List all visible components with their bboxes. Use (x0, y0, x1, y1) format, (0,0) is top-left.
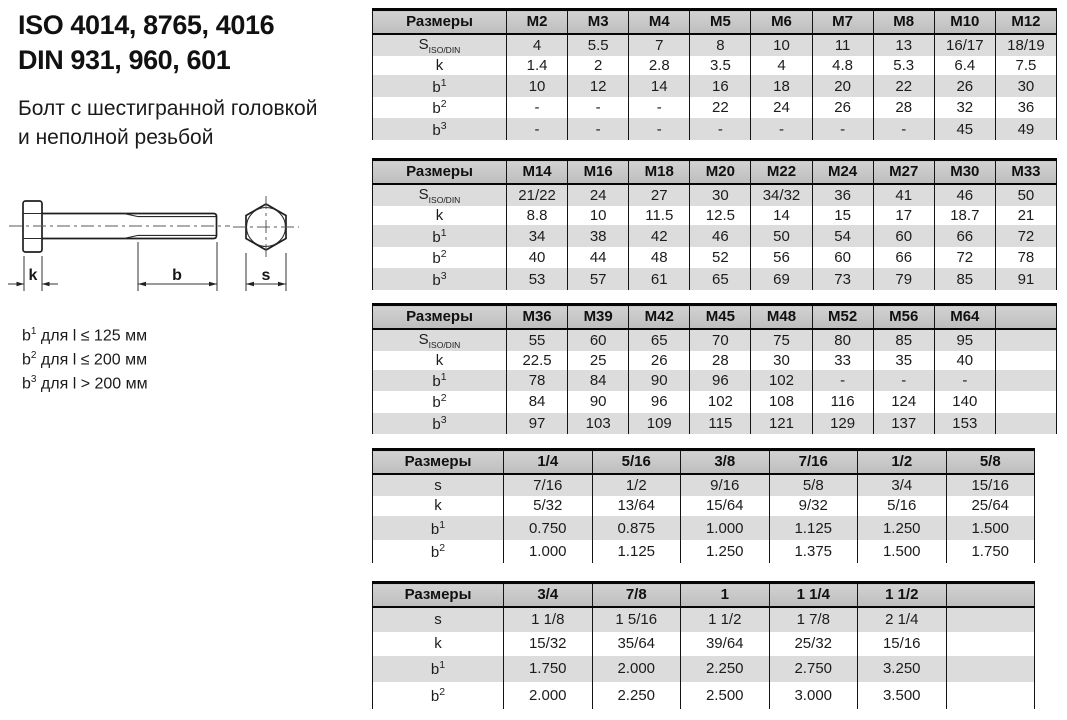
row-label: $S_{ISO/DIN}$ (373, 329, 507, 351)
table-cell: 42 (629, 225, 690, 247)
row-label: $b^2$ (373, 682, 504, 709)
subtitle-block (18, 94, 317, 152)
column-header: 1 (681, 583, 770, 607)
table-cell: 12.5 (690, 206, 751, 225)
table-cell (995, 370, 1056, 391)
table-cell: 18 (751, 75, 812, 97)
table-cell: 66 (873, 247, 934, 269)
table-cell: - (934, 370, 995, 391)
table-cell (995, 391, 1056, 412)
table-cell: 25 (568, 351, 629, 370)
dim-label-s: s (261, 267, 271, 284)
table-row (373, 118, 1057, 140)
table-cell: 69 (751, 268, 812, 290)
table-cell: 108 (751, 391, 812, 412)
table-cell: 28 (690, 351, 751, 370)
table-cell (995, 413, 1056, 434)
table-cell: 22.5 (507, 351, 568, 370)
table-cell: 96 (690, 370, 751, 391)
row-label: $b^2$ (373, 391, 507, 412)
row-label: s (373, 607, 504, 632)
table-cell: 61 (629, 268, 690, 290)
table-header-row (373, 305, 1057, 329)
table-cell: 8.8 (507, 206, 568, 225)
column-header: M20 (690, 160, 751, 184)
table-row (373, 184, 1057, 207)
title-block (18, 8, 274, 78)
table-cell: 35 (873, 351, 934, 370)
table-cell: 9/16 (681, 474, 770, 496)
table-cell: 3.500 (858, 682, 947, 709)
table-row (373, 225, 1057, 247)
table-cell: 30 (690, 184, 751, 207)
dimension-table-metric-3 (372, 303, 1057, 434)
table-cell (946, 632, 1035, 656)
column-header: M39 (568, 305, 629, 329)
table-cell: 21 (995, 206, 1056, 225)
table-cell: 3.250 (858, 656, 947, 683)
table-cell: 1 7/8 (769, 607, 858, 632)
table-cell: 102 (751, 370, 812, 391)
table-cell: 78 (995, 247, 1056, 269)
table-cell: 79 (873, 268, 934, 290)
column-header: Размеры (373, 160, 507, 184)
column-header: M24 (812, 160, 873, 184)
table-cell: 2.750 (769, 656, 858, 683)
table-cell: 0.875 (592, 516, 681, 539)
table-header-row (373, 10, 1057, 34)
table-cell: 20 (812, 75, 873, 97)
table-cell: 16 (690, 75, 751, 97)
table-cell: 2.000 (504, 682, 593, 709)
table-cell: 21/22 (507, 184, 568, 207)
table-row (373, 370, 1057, 391)
table-cell: 103 (568, 413, 629, 434)
table-row (373, 351, 1057, 370)
table-cell: 30 (751, 351, 812, 370)
table-cell: 7/16 (504, 474, 593, 496)
table-cell: 3/4 (858, 474, 947, 496)
table-cell: - (873, 118, 934, 140)
table-cell: 84 (507, 391, 568, 412)
column-header: M45 (690, 305, 751, 329)
table-cell: 124 (873, 391, 934, 412)
table-cell: 2.000 (592, 656, 681, 683)
table-cell: 1.125 (592, 540, 681, 563)
table-cell: 14 (751, 206, 812, 225)
column-header: M48 (751, 305, 812, 329)
table-cell: 8 (690, 34, 751, 57)
table-cell: 57 (568, 268, 629, 290)
table-cell: 95 (934, 329, 995, 351)
table-cell: 27 (629, 184, 690, 207)
row-label: $b^1$ (373, 516, 504, 539)
table-cell: 48 (629, 247, 690, 269)
row-label: $b^1$ (373, 225, 507, 247)
row-label: $b^2$ (373, 247, 507, 269)
column-header: M42 (629, 305, 690, 329)
column-header: 5/8 (946, 450, 1035, 474)
column-header: M4 (629, 10, 690, 34)
table-cell: 16/17 (934, 34, 995, 57)
column-header: M22 (751, 160, 812, 184)
table-cell: 26 (629, 351, 690, 370)
table-cell: 15/16 (858, 632, 947, 656)
row-label: $b^1$ (373, 656, 504, 683)
note-line: $b^2$ для l ≤ 200 мм (22, 349, 148, 369)
table-cell: 49 (995, 118, 1056, 140)
table-cell: - (751, 118, 812, 140)
table-row (373, 97, 1057, 119)
table-cell: - (690, 118, 751, 140)
table-cell: 90 (629, 370, 690, 391)
dimension-table-imperial-1 (372, 448, 1035, 563)
table-cell: 65 (629, 329, 690, 351)
table-cell: 80 (812, 329, 873, 351)
table-cell: 90 (568, 391, 629, 412)
table-cell: 2.250 (592, 682, 681, 709)
page-title-iso: ISO 4014, 8765, 4016 (18, 10, 275, 40)
table-cell: 24 (568, 184, 629, 207)
table-cell: 45 (934, 118, 995, 140)
column-header: 1 1/2 (858, 583, 947, 607)
table-cell: 5.5 (568, 34, 629, 57)
table-cell: 75 (751, 329, 812, 351)
table-cell: 1 1/8 (504, 607, 593, 632)
table-cell: - (629, 97, 690, 119)
table-cell: 5/8 (769, 474, 858, 496)
table-cell: 78 (507, 370, 568, 391)
table-row (373, 682, 1035, 709)
table-cell (946, 656, 1035, 683)
table-cell: 50 (751, 225, 812, 247)
table-cell: 41 (873, 184, 934, 207)
table-row (373, 56, 1057, 75)
column-header: 1 1/4 (769, 583, 858, 607)
table-cell: - (568, 97, 629, 119)
table-row (373, 656, 1035, 683)
column-header: M64 (934, 305, 995, 329)
table-cell: 3.5 (690, 56, 751, 75)
column-header: 7/16 (769, 450, 858, 474)
subtitle-line2: и неполной резьбой (18, 126, 214, 149)
column-header: Размеры (373, 305, 507, 329)
column-header: 5/16 (592, 450, 681, 474)
table-cell: 2.8 (629, 56, 690, 75)
table-cell: 5/32 (504, 496, 593, 517)
table-cell: 1.000 (504, 540, 593, 563)
dim-label-b: b (172, 267, 182, 284)
table-cell: 2.500 (681, 682, 770, 709)
table-cell: 5.3 (873, 56, 934, 75)
table-cell: 15 (812, 206, 873, 225)
table-cell: 1.500 (858, 540, 947, 563)
table-cell: 1 1/2 (681, 607, 770, 632)
notes (22, 322, 148, 393)
table-cell: - (873, 370, 934, 391)
table-header-row (373, 583, 1035, 607)
table-cell: 53 (507, 268, 568, 290)
table-cell: 15/64 (681, 496, 770, 517)
table-cell: 1.250 (858, 516, 947, 539)
row-label: k (373, 351, 507, 370)
row-label: k (373, 496, 504, 517)
table-cell: - (812, 370, 873, 391)
table-cell: 4 (751, 56, 812, 75)
table-cell: 52 (690, 247, 751, 269)
table-cell (995, 329, 1056, 351)
table-cell: 13 (873, 34, 934, 57)
table-row (373, 391, 1057, 412)
table-cell: 109 (629, 413, 690, 434)
table-cell: 34 (507, 225, 568, 247)
table-cell: - (507, 97, 568, 119)
column-header: M30 (934, 160, 995, 184)
row-label: s (373, 474, 504, 496)
table-row (373, 516, 1035, 539)
table-cell: 97 (507, 413, 568, 434)
note-line: $b^3$ для l > 200 мм (22, 373, 148, 392)
bolt-technical-drawing (4, 185, 344, 310)
column-header: Размеры (373, 450, 504, 474)
table-cell: 102 (690, 391, 751, 412)
column-header: M52 (812, 305, 873, 329)
table-cell: 6.4 (934, 56, 995, 75)
table-cell: 153 (934, 413, 995, 434)
table-cell: 85 (934, 268, 995, 290)
table-cell: 1.750 (504, 656, 593, 683)
table-cell: 4 (507, 34, 568, 57)
table-cell: 1/2 (592, 474, 681, 496)
table-cell: 54 (812, 225, 873, 247)
table-cell: 14 (629, 75, 690, 97)
table-cell: 25/64 (946, 496, 1035, 517)
table-cell: - (568, 118, 629, 140)
dimension-table-imperial-2 (372, 581, 1035, 709)
row-label: k (373, 206, 507, 225)
column-header: M14 (507, 160, 568, 184)
column-header: 1/4 (504, 450, 593, 474)
table-cell: 26 (812, 97, 873, 119)
column-header: 1/2 (858, 450, 947, 474)
table-cell: 18.7 (934, 206, 995, 225)
table-cell: 2.250 (681, 656, 770, 683)
table-cell: 22 (690, 97, 751, 119)
column-header: Размеры (373, 583, 504, 607)
table-cell: 26 (934, 75, 995, 97)
table-cell (946, 682, 1035, 709)
table-cell: 96 (629, 391, 690, 412)
table-cell: 5/16 (858, 496, 947, 517)
table-cell: 13/64 (592, 496, 681, 517)
table-cell: 73 (812, 268, 873, 290)
dimension-table-metric-2 (372, 158, 1057, 290)
table-cell: 10 (507, 75, 568, 97)
table-cell: 140 (934, 391, 995, 412)
table-cell: 137 (873, 413, 934, 434)
column-header: M56 (873, 305, 934, 329)
table-row (373, 607, 1035, 632)
table-cell: 32 (934, 97, 995, 119)
note-line: $b^1$ для l ≤ 125 мм (22, 326, 148, 345)
table-cell: 25/32 (769, 632, 858, 656)
table-cell: 85 (873, 329, 934, 351)
table-cell: 60 (873, 225, 934, 247)
column-header: M33 (995, 160, 1056, 184)
table-cell: 2 (568, 56, 629, 75)
table-cell: 60 (812, 247, 873, 269)
table-cell: 0.750 (504, 516, 593, 539)
table-header-row (373, 160, 1057, 184)
column-header (946, 583, 1035, 607)
table-row (373, 496, 1035, 517)
table-cell: 1.375 (769, 540, 858, 563)
dim-label-k: k (28, 267, 38, 284)
page-title-din: DIN 931, 960, 601 (18, 45, 231, 75)
subtitle-line1: Болт с шестигранной головкой (18, 97, 318, 120)
table-header-row (373, 450, 1035, 474)
table-cell: 1 5/16 (592, 607, 681, 632)
table-cell: 34/32 (751, 184, 812, 207)
table-cell: 115 (690, 413, 751, 434)
column-header (995, 305, 1056, 329)
row-label: $b^2$ (373, 97, 507, 119)
table-cell: 10 (751, 34, 812, 57)
table-cell: 55 (507, 329, 568, 351)
table-cell: 56 (751, 247, 812, 269)
table-cell: 11.5 (629, 206, 690, 225)
table-row (373, 247, 1057, 269)
table-row (373, 474, 1035, 496)
table-cell: 22 (873, 75, 934, 97)
table-cell: 66 (934, 225, 995, 247)
table-row (373, 632, 1035, 656)
table-cell: - (629, 118, 690, 140)
table-cell: - (812, 118, 873, 140)
row-label: $b^3$ (373, 413, 507, 434)
row-label: k (373, 632, 504, 656)
column-header: M7 (812, 10, 873, 34)
column-header: M18 (629, 160, 690, 184)
table-cell: 70 (690, 329, 751, 351)
column-header: 3/8 (681, 450, 770, 474)
row-label: $b^1$ (373, 75, 507, 97)
table-row (373, 206, 1057, 225)
table-cell: 12 (568, 75, 629, 97)
row-label: $b^1$ (373, 370, 507, 391)
table-cell: 18/19 (995, 34, 1056, 57)
table-cell: 15/16 (946, 474, 1035, 496)
table-cell: 116 (812, 391, 873, 412)
table-cell: 129 (812, 413, 873, 434)
column-header: M16 (568, 160, 629, 184)
table-cell: 84 (568, 370, 629, 391)
table-cell (995, 351, 1056, 370)
table-row (373, 540, 1035, 563)
table-cell: 50 (995, 184, 1056, 207)
table-row (373, 75, 1057, 97)
table-cell: 17 (873, 206, 934, 225)
table-cell: 7.5 (995, 56, 1056, 75)
column-header: M8 (873, 10, 934, 34)
table-cell: 72 (995, 225, 1056, 247)
table-cell: 60 (568, 329, 629, 351)
table-cell: 46 (934, 184, 995, 207)
table-cell: 36 (995, 97, 1056, 119)
table-cell: 44 (568, 247, 629, 269)
table-cell: 2 1/4 (858, 607, 947, 632)
column-header: M3 (568, 10, 629, 34)
row-label: k (373, 56, 507, 75)
table-cell: 24 (751, 97, 812, 119)
row-label: $S_{ISO/DIN}$ (373, 184, 507, 207)
column-header: 3/4 (504, 583, 593, 607)
table-cell: 33 (812, 351, 873, 370)
table-cell: - (507, 118, 568, 140)
column-header: M5 (690, 10, 751, 34)
table-cell: 91 (995, 268, 1056, 290)
column-header: M6 (751, 10, 812, 34)
table-cell: 9/32 (769, 496, 858, 517)
row-label: $b^3$ (373, 118, 507, 140)
table-cell: 72 (934, 247, 995, 269)
table-cell (946, 607, 1035, 632)
column-header: M27 (873, 160, 934, 184)
table-cell: 121 (751, 413, 812, 434)
table-cell: 4.8 (812, 56, 873, 75)
column-header: M2 (507, 10, 568, 34)
column-header: M12 (995, 10, 1056, 34)
column-header: M10 (934, 10, 995, 34)
table-cell: 10 (568, 206, 629, 225)
row-label: $b^2$ (373, 540, 504, 563)
table-row (373, 34, 1057, 57)
column-header: 7/8 (592, 583, 681, 607)
table-cell: 15/32 (504, 632, 593, 656)
table-cell: 38 (568, 225, 629, 247)
column-header: M36 (507, 305, 568, 329)
column-header: Размеры (373, 10, 507, 34)
table-row (373, 268, 1057, 290)
table-cell: 1.4 (507, 56, 568, 75)
table-cell: 46 (690, 225, 751, 247)
table-cell: 1.250 (681, 540, 770, 563)
table-cell: 65 (690, 268, 751, 290)
table-cell: 40 (934, 351, 995, 370)
table-row (373, 329, 1057, 351)
table-row (373, 413, 1057, 434)
table-cell: 39/64 (681, 632, 770, 656)
table-cell: 11 (812, 34, 873, 57)
table-cell: 1.500 (946, 516, 1035, 539)
row-label: $b^3$ (373, 268, 507, 290)
dimension-table-metric-1 (372, 8, 1057, 140)
table-cell: 28 (873, 97, 934, 119)
table-cell: 30 (995, 75, 1056, 97)
table-cell: 40 (507, 247, 568, 269)
row-label: $S_{ISO/DIN}$ (373, 34, 507, 57)
table-cell: 1.000 (681, 516, 770, 539)
table-cell: 7 (629, 34, 690, 57)
table-cell: 35/64 (592, 632, 681, 656)
table-cell: 1.125 (769, 516, 858, 539)
table-cell: 3.000 (769, 682, 858, 709)
table-cell: 36 (812, 184, 873, 207)
table-cell: 1.750 (946, 540, 1035, 563)
